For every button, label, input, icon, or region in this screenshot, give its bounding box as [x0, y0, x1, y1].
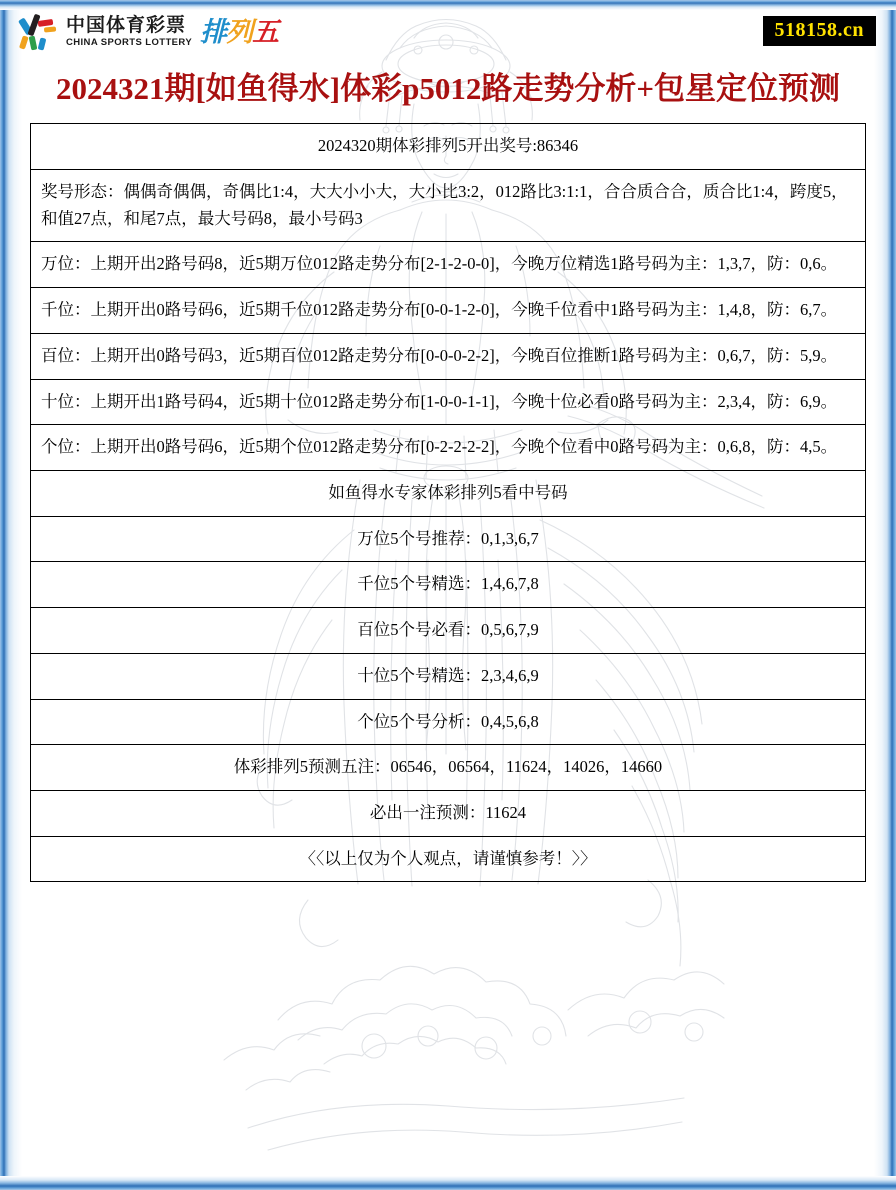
logo-product-char-3: 五 — [252, 16, 279, 47]
table-row-form — [31, 169, 866, 241]
table-row-recommend-ge — [31, 699, 866, 745]
five-bets-prediction: 体彩排列5预测五注：06546，06564，11624，14026，14660 — [31, 745, 866, 791]
position-analysis-wan: 万位：上期开出2路号码8，近5期万位012路走势分布[2-1-2-0-0]，今晚万位精选1路号码为主：1,3,7，防：0,6。 — [31, 242, 866, 288]
logo-product-name — [200, 16, 279, 47]
table-row-draw-header — [31, 124, 866, 170]
table-row-single-bet — [31, 790, 866, 836]
table-row-position-qian — [31, 288, 866, 334]
table-row-recommend-qian — [31, 562, 866, 608]
recommend-shi: 十位5个号精选：2,3,4,6,9 — [31, 653, 866, 699]
logo-chinese-name: 中国体育彩票 — [66, 14, 187, 36]
table-row-position-wan — [31, 242, 866, 288]
table-row-position-ge — [31, 425, 866, 471]
analysis-table-wrapper — [30, 123, 866, 882]
position-analysis-qian: 千位：上期开出0路号码6，近5期千位012路走势分布[0-0-1-2-0]，今晚千位看中1路号码为主：1,4,8，防：6,7。 — [31, 288, 866, 334]
logo-product-char-1: 排 — [200, 16, 227, 47]
recommend-wan: 万位5个号推荐：0,1,3,6,7 — [31, 516, 866, 562]
logo-english-name: CHINA SPORTS LOTTERY — [66, 37, 193, 49]
logo-text-block — [66, 16, 192, 49]
recommend-ge: 个位5个号分析：0,4,5,6,8 — [31, 699, 866, 745]
award-form-text: 奖号形态：偶偶奇偶偶，奇偶比1:4，大大小小大，大小比3:2，012路比3:1:1，合合质合合，质合比1:4，跨度5，和值27点，和尾7点，最大号码8，最小号码3 — [31, 169, 866, 241]
sports-lottery-logo-icon — [18, 12, 60, 52]
position-analysis-ge: 个位：上期开出0路号码6，近5期个位012路走势分布[0-2-2-2-2]，今晚个位看中0路号码为主：0,6,8，防：4,5。 — [31, 425, 866, 471]
table-row-expert-header — [31, 470, 866, 516]
page-title: 2024321期[如鱼得水]体彩p5012路走势分析+包星定位预测 — [55, 71, 841, 106]
table-row-position-bai — [31, 333, 866, 379]
draw-result-header: 2024320期体彩排列5开出奖号:86346 — [31, 124, 866, 170]
table-row-five-bets — [31, 745, 866, 791]
recommend-bai: 百位5个号必看：0,5,6,7,9 — [31, 608, 866, 654]
position-analysis-shi: 十位：上期开出1路号码4，近5期十位012路走势分布[1-0-0-1-1]，今晚十位必看0路号码为主：2,3,4，防：6,9。 — [31, 379, 866, 425]
analysis-table — [30, 123, 866, 882]
table-row-disclaimer — [31, 836, 866, 882]
recommend-qian: 千位5个号精选：1,4,6,7,8 — [31, 562, 866, 608]
position-analysis-bai: 百位：上期开出0路号码3，近5期百位012路走势分布[0-0-0-2-2]，今晚百位推断1路号码为主：0,6,7，防：5,9。 — [31, 333, 866, 379]
site-header — [8, 10, 888, 66]
table-row-position-shi — [31, 379, 866, 425]
expert-section-header: 如鱼得水专家体彩排列5看中号码 — [31, 470, 866, 516]
disclaimer-text: 〈〈以上仅为个人观点，请谨慎参考！〉〉 — [31, 836, 866, 882]
table-row-recommend-bai — [31, 608, 866, 654]
site-url-badge[interactable]: 518158.cn — [763, 16, 877, 46]
table-row-recommend-shi — [31, 653, 866, 699]
table-row-recommend-wan — [31, 516, 866, 562]
logo-product-char-2: 列 — [226, 16, 253, 47]
lottery-logo — [18, 12, 278, 52]
single-bet-prediction: 必出一注预测：11624 — [31, 790, 866, 836]
